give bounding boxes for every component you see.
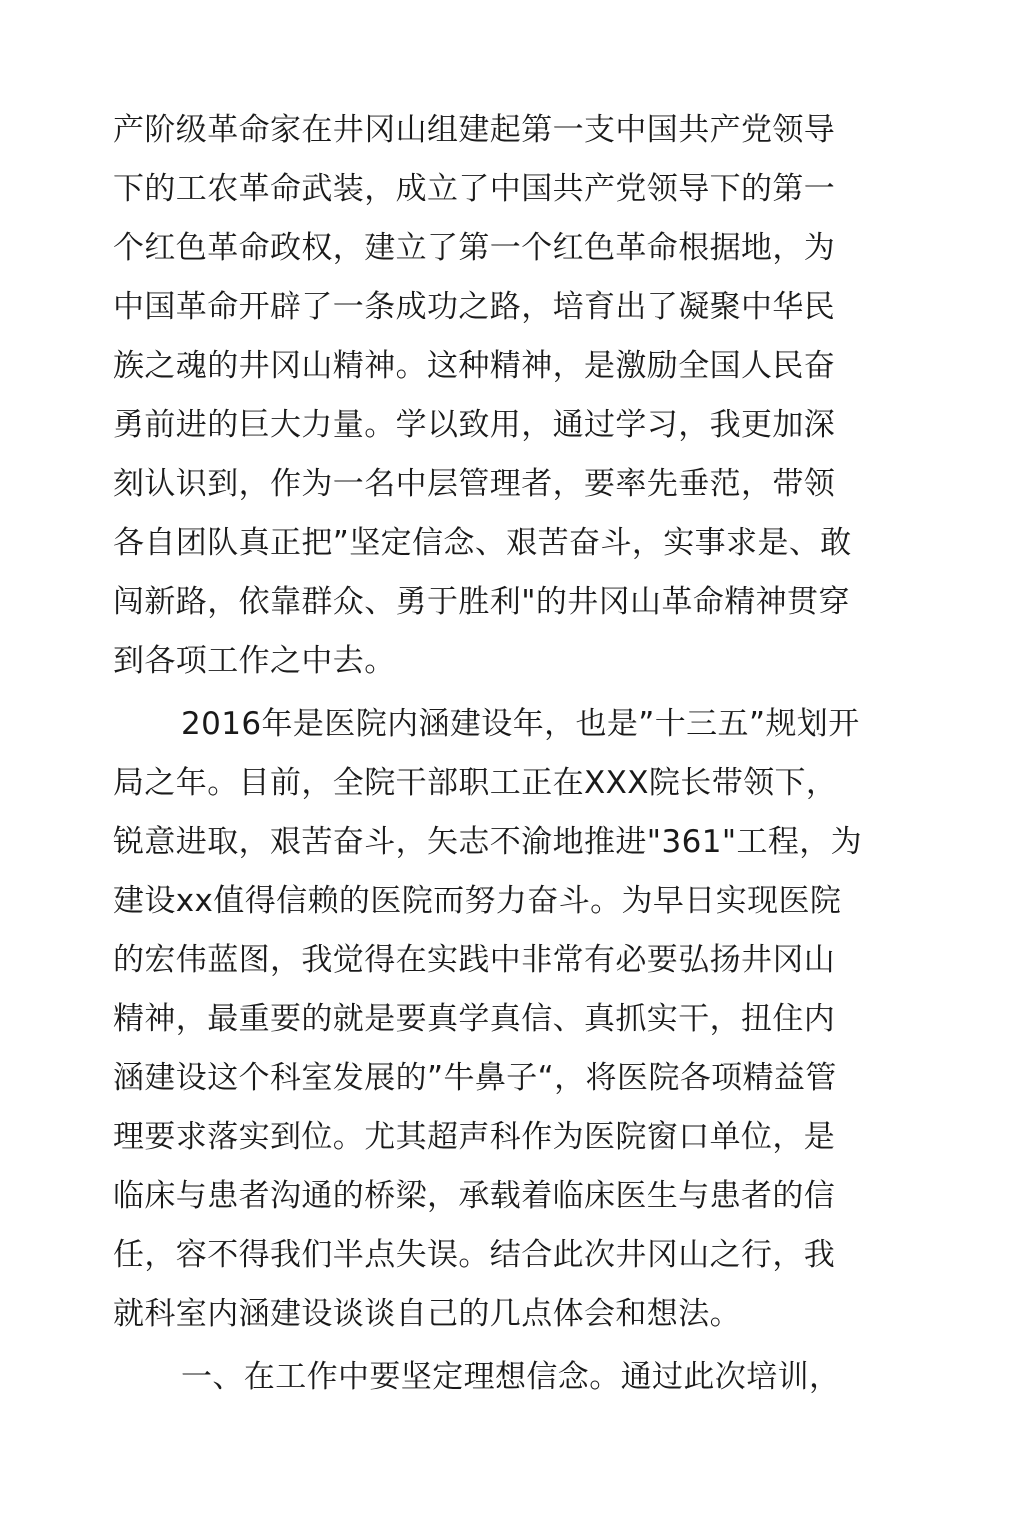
text-line: 精神，最重要的就是要真学真信、真抓实干，扭住内 [113,1001,836,1037]
text-line: 涵建设这个科室发展的”牛鼻子“，将医院各项精益管 [113,1060,837,1096]
text-line: 到各项工作之中去。 [113,643,396,679]
text-line: 勇前进的巨大力量。学以致用，通过学习，我更加深 [113,407,836,443]
text-line: 就科室内涵建设谈谈自己的几点体会和想法。 [113,1296,741,1332]
text-line: 刻认识到，作为一名中层管理者，要率先垂范，带领 [113,466,836,502]
text-line: 个红色革命政权，建立了第一个红色革命根据地，为 [113,230,836,266]
text-line: 锐意进取，艰苦奋斗，矢志不渝地推进"361"工程，为 [113,824,863,860]
text-line: 的宏伟蓝图，我觉得在实践中非常有必要弘扬井冈山 [113,942,836,978]
text-line: 中国革命开辟了一条成功之路，培育出了凝聚中华民 [113,289,836,325]
text-line: 任，容不得我们半点失误。结合此次井冈山之行，我 [113,1237,836,1273]
text-line: 局之年。目前，全院干部职工正在XXX院长带领下， [113,765,838,801]
text-line: 各自团队真正把”坚定信念、艰苦奋斗，实事求是、敢 [113,525,852,561]
text-line: 产阶级革命家在井冈山组建起第一支中国共产党领导 [113,112,836,148]
text-line: 一、在工作中要坚定理想信念。通过此次培训， [181,1359,841,1395]
text-line: 族之魂的井冈山精神。这种精神，是激励全国人民奋 [113,348,836,384]
text-line: 2016年是医院内涵建设年，也是”十三五”规划开 [181,706,860,742]
text-line: 闯新路，依靠群众、勇于胜利"的井冈山革命精神贯穿 [113,584,850,620]
text-line: 下的工农革命武装，成立了中国共产党领导下的第一 [113,171,836,207]
text-line: 理要求落实到位。尤其超声科作为医院窗口单位，是 [113,1119,836,1155]
text-line: 建设xx值得信赖的医院而努力奋斗。为早日实现医院 [113,883,842,919]
text-line: 临床与患者沟通的桥梁，承载着临床医生与患者的信 [113,1178,836,1214]
